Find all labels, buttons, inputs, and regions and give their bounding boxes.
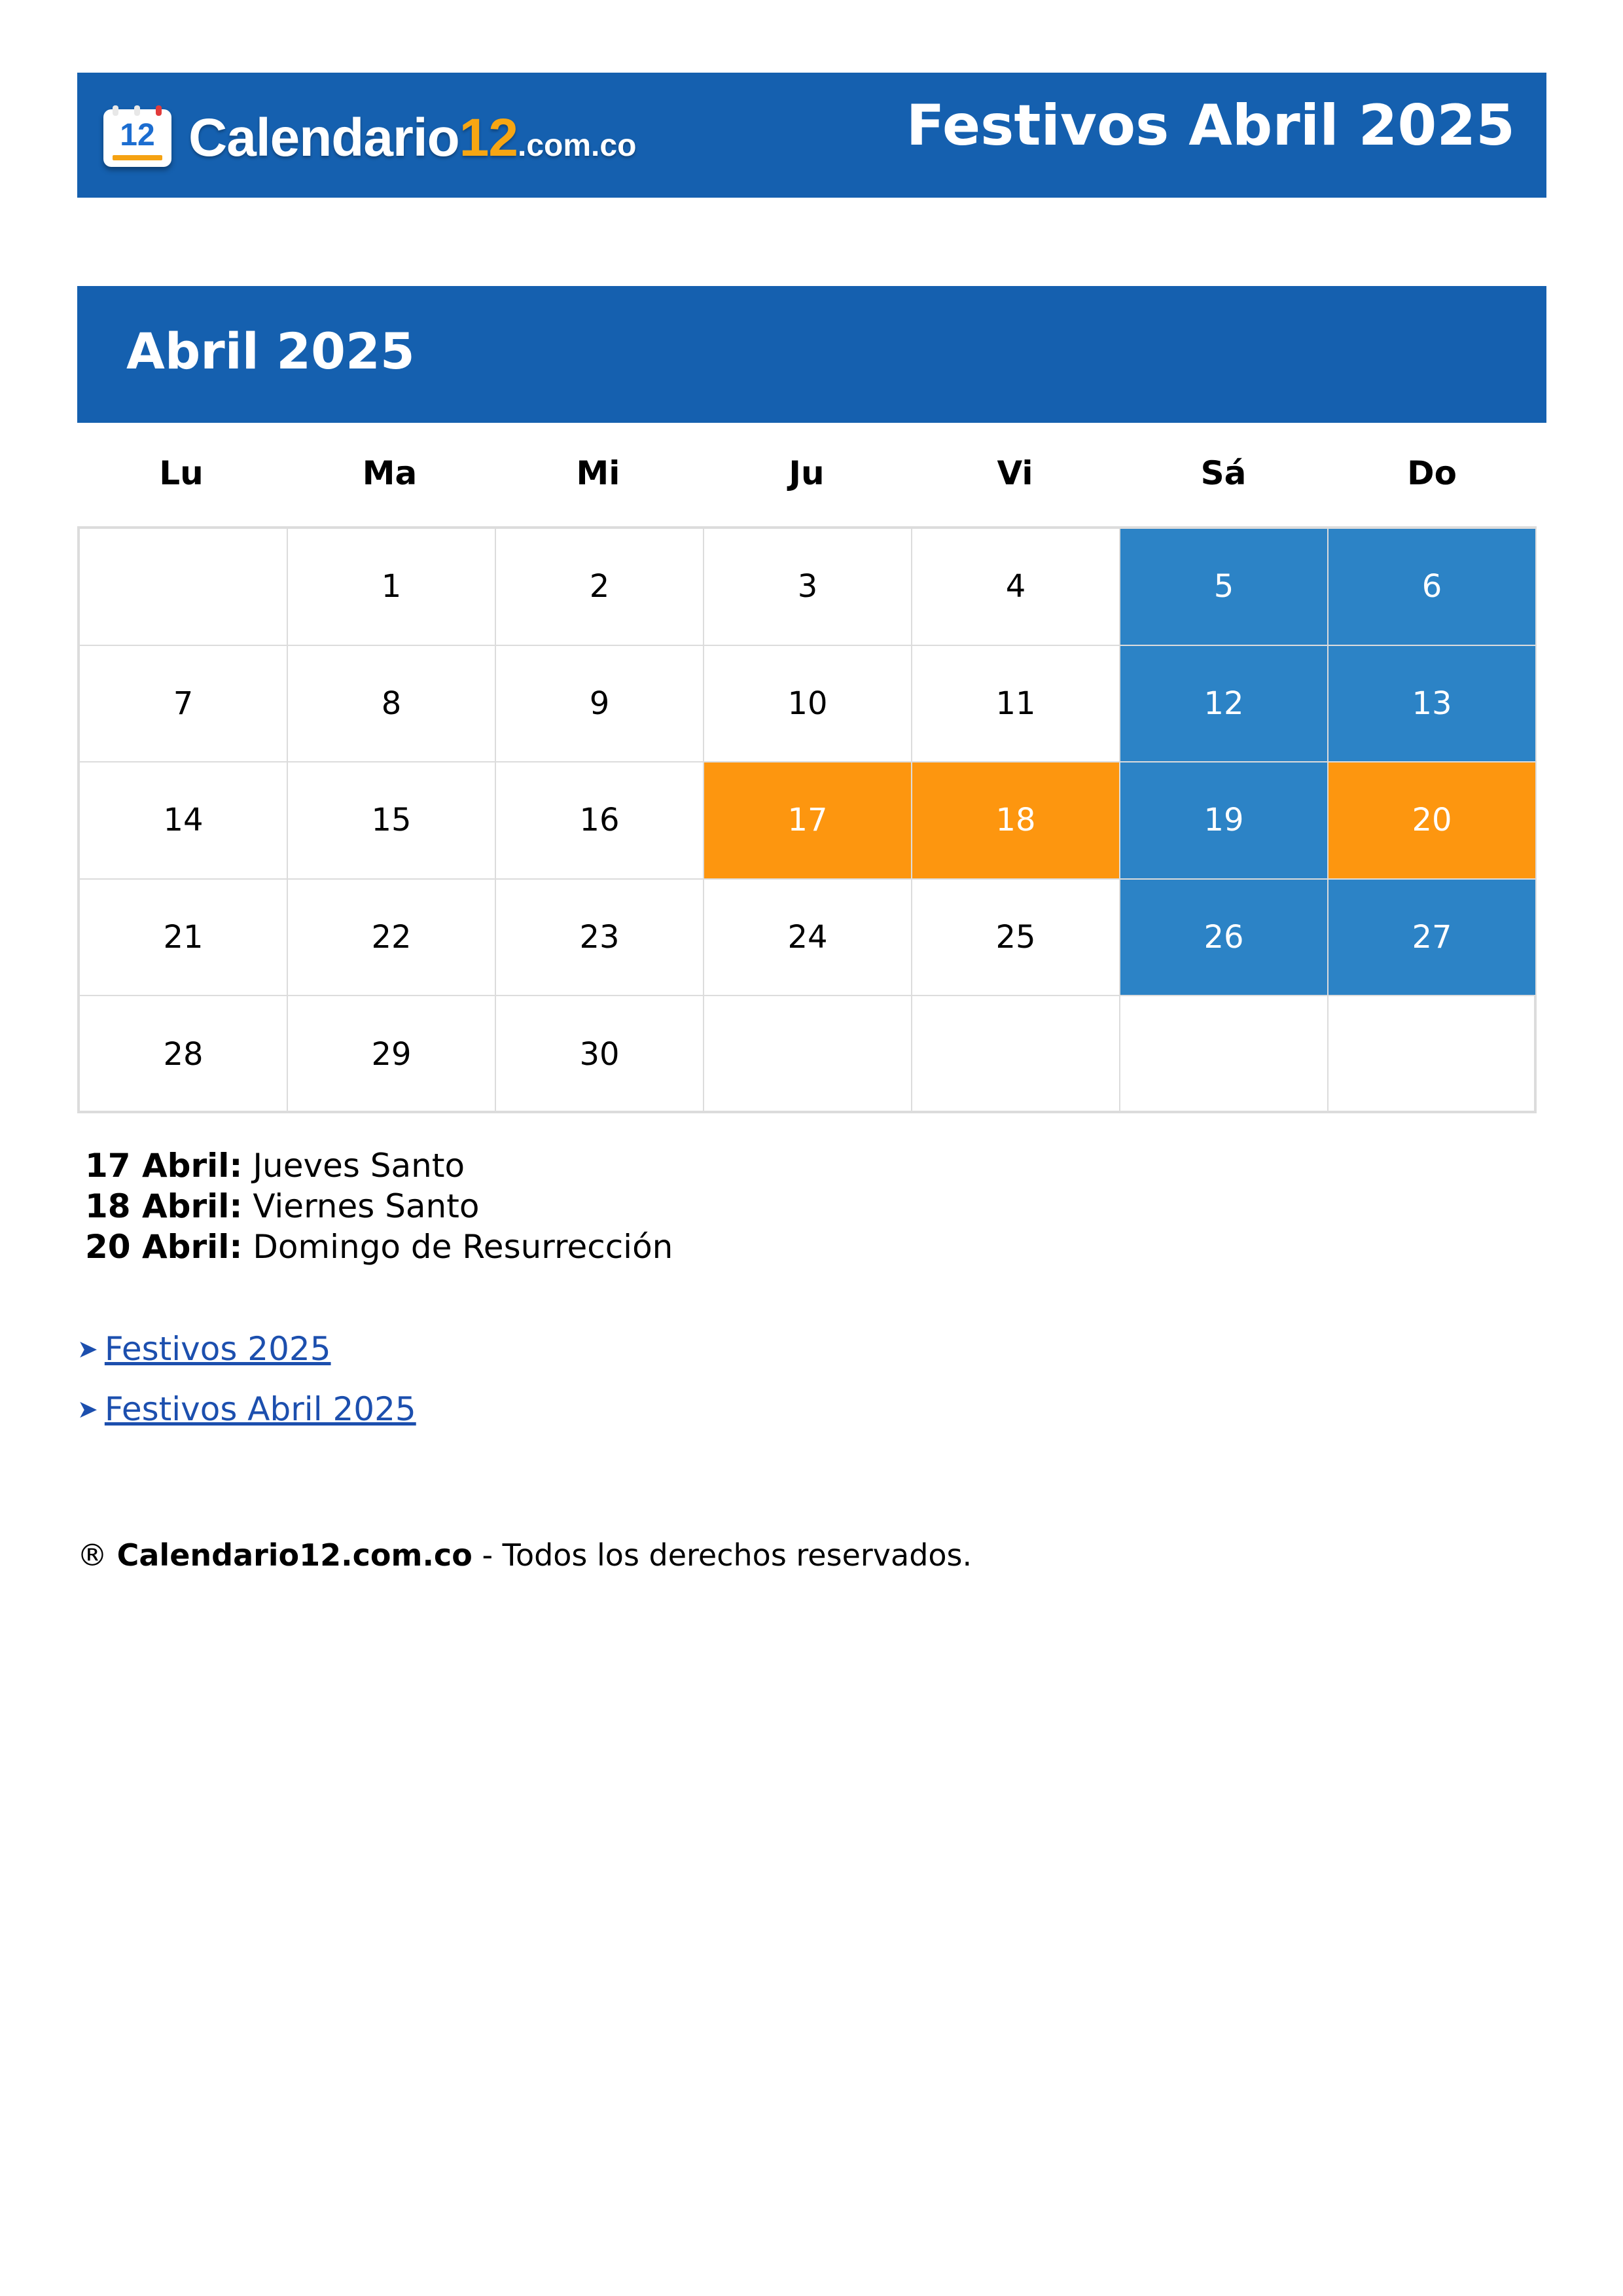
month-header [77, 286, 1546, 423]
day-cell[interactable]: 21 [79, 878, 288, 997]
day-cell[interactable]: 1 [287, 528, 496, 646]
day-cell[interactable]: 22 [287, 878, 496, 997]
empty-day-cell [911, 995, 1120, 1113]
link-item [77, 1329, 416, 1389]
day-cell[interactable]: 3 [703, 528, 912, 646]
logo-name: Calendario [188, 108, 459, 168]
calendar-grid [77, 526, 1537, 1113]
day-cell[interactable]: 11 [911, 645, 1120, 763]
festivos-link[interactable]: Festivos 2025 [104, 1330, 331, 1368]
day-cell[interactable]: 20 [1327, 761, 1537, 880]
weekday-label: Do [1407, 454, 1457, 492]
day-cell[interactable]: 25 [911, 878, 1120, 997]
day-cell[interactable]: 14 [79, 761, 288, 880]
day-cell[interactable]: 13 [1327, 645, 1537, 763]
day-cell[interactable]: 19 [1119, 761, 1329, 880]
site-logo[interactable] [103, 105, 636, 171]
related-links [77, 1329, 416, 1449]
empty-day-cell [1119, 995, 1329, 1113]
day-cell[interactable]: 4 [911, 528, 1120, 646]
weekday-label: Vi [997, 454, 1033, 492]
month-title: Abril 2025 [126, 322, 415, 380]
page-title: Festivos Abril 2025 [906, 93, 1515, 158]
day-cell[interactable]: 30 [495, 995, 704, 1113]
logo-name-accent: 12 [459, 108, 518, 168]
holiday-name: Viernes Santo [253, 1187, 480, 1225]
holiday-item [85, 1145, 673, 1186]
holiday-list [85, 1145, 673, 1267]
day-cell[interactable]: 28 [79, 995, 288, 1113]
day-cell[interactable]: 5 [1119, 528, 1329, 646]
holiday-date: 18 Abril: [85, 1187, 243, 1225]
empty-day-cell [1327, 995, 1537, 1113]
holiday-name: Domingo de Resurrección [253, 1228, 673, 1266]
link-item [77, 1389, 416, 1449]
day-cell[interactable]: 18 [911, 761, 1120, 880]
logo-wordmark [188, 107, 636, 169]
day-cell[interactable]: 15 [287, 761, 496, 880]
logo-tld: .com.co [518, 128, 637, 163]
day-cell[interactable]: 12 [1119, 645, 1329, 763]
logo-icon-number: 12 [120, 118, 155, 152]
empty-day-cell [79, 528, 288, 646]
holiday-date: 17 Abril: [85, 1147, 243, 1185]
holiday-name: Jueves Santo [253, 1147, 465, 1185]
day-cell[interactable]: 8 [287, 645, 496, 763]
day-cell[interactable]: 9 [495, 645, 704, 763]
day-cell[interactable]: 10 [703, 645, 912, 763]
day-cell[interactable]: 29 [287, 995, 496, 1113]
weekday-label: Sá [1200, 454, 1247, 492]
day-cell[interactable]: 6 [1327, 528, 1537, 646]
day-cell[interactable]: 24 [703, 878, 912, 997]
footer [77, 1535, 972, 1575]
arrow-right-icon: ➤ [77, 1335, 98, 1363]
empty-day-cell [703, 995, 912, 1113]
calendar-logo-icon [103, 109, 171, 167]
day-cell[interactable]: 23 [495, 878, 704, 997]
footer-text: - Todos los derechos reservados. [482, 1537, 972, 1573]
registered-symbol: ® [77, 1537, 107, 1573]
day-cell[interactable]: 26 [1119, 878, 1329, 997]
weekday-label: Lu [159, 454, 204, 492]
day-cell[interactable]: 16 [495, 761, 704, 880]
top-banner [77, 73, 1546, 198]
holiday-item [85, 1227, 673, 1267]
arrow-right-icon: ➤ [77, 1395, 98, 1424]
day-cell[interactable]: 7 [79, 645, 288, 763]
holiday-date: 20 Abril: [85, 1228, 243, 1266]
weekday-header-row [77, 450, 1546, 496]
weekday-label: Mi [576, 454, 620, 492]
day-cell[interactable]: 17 [703, 761, 912, 880]
festivos-link[interactable]: Festivos Abril 2025 [104, 1390, 416, 1428]
weekday-label: Ma [362, 454, 418, 492]
weekday-label: Ju [789, 454, 825, 492]
holiday-item [85, 1186, 673, 1227]
day-cell[interactable]: 27 [1327, 878, 1537, 997]
day-cell[interactable]: 2 [495, 528, 704, 646]
footer-site-name: Calendario12.com.co [116, 1537, 473, 1573]
